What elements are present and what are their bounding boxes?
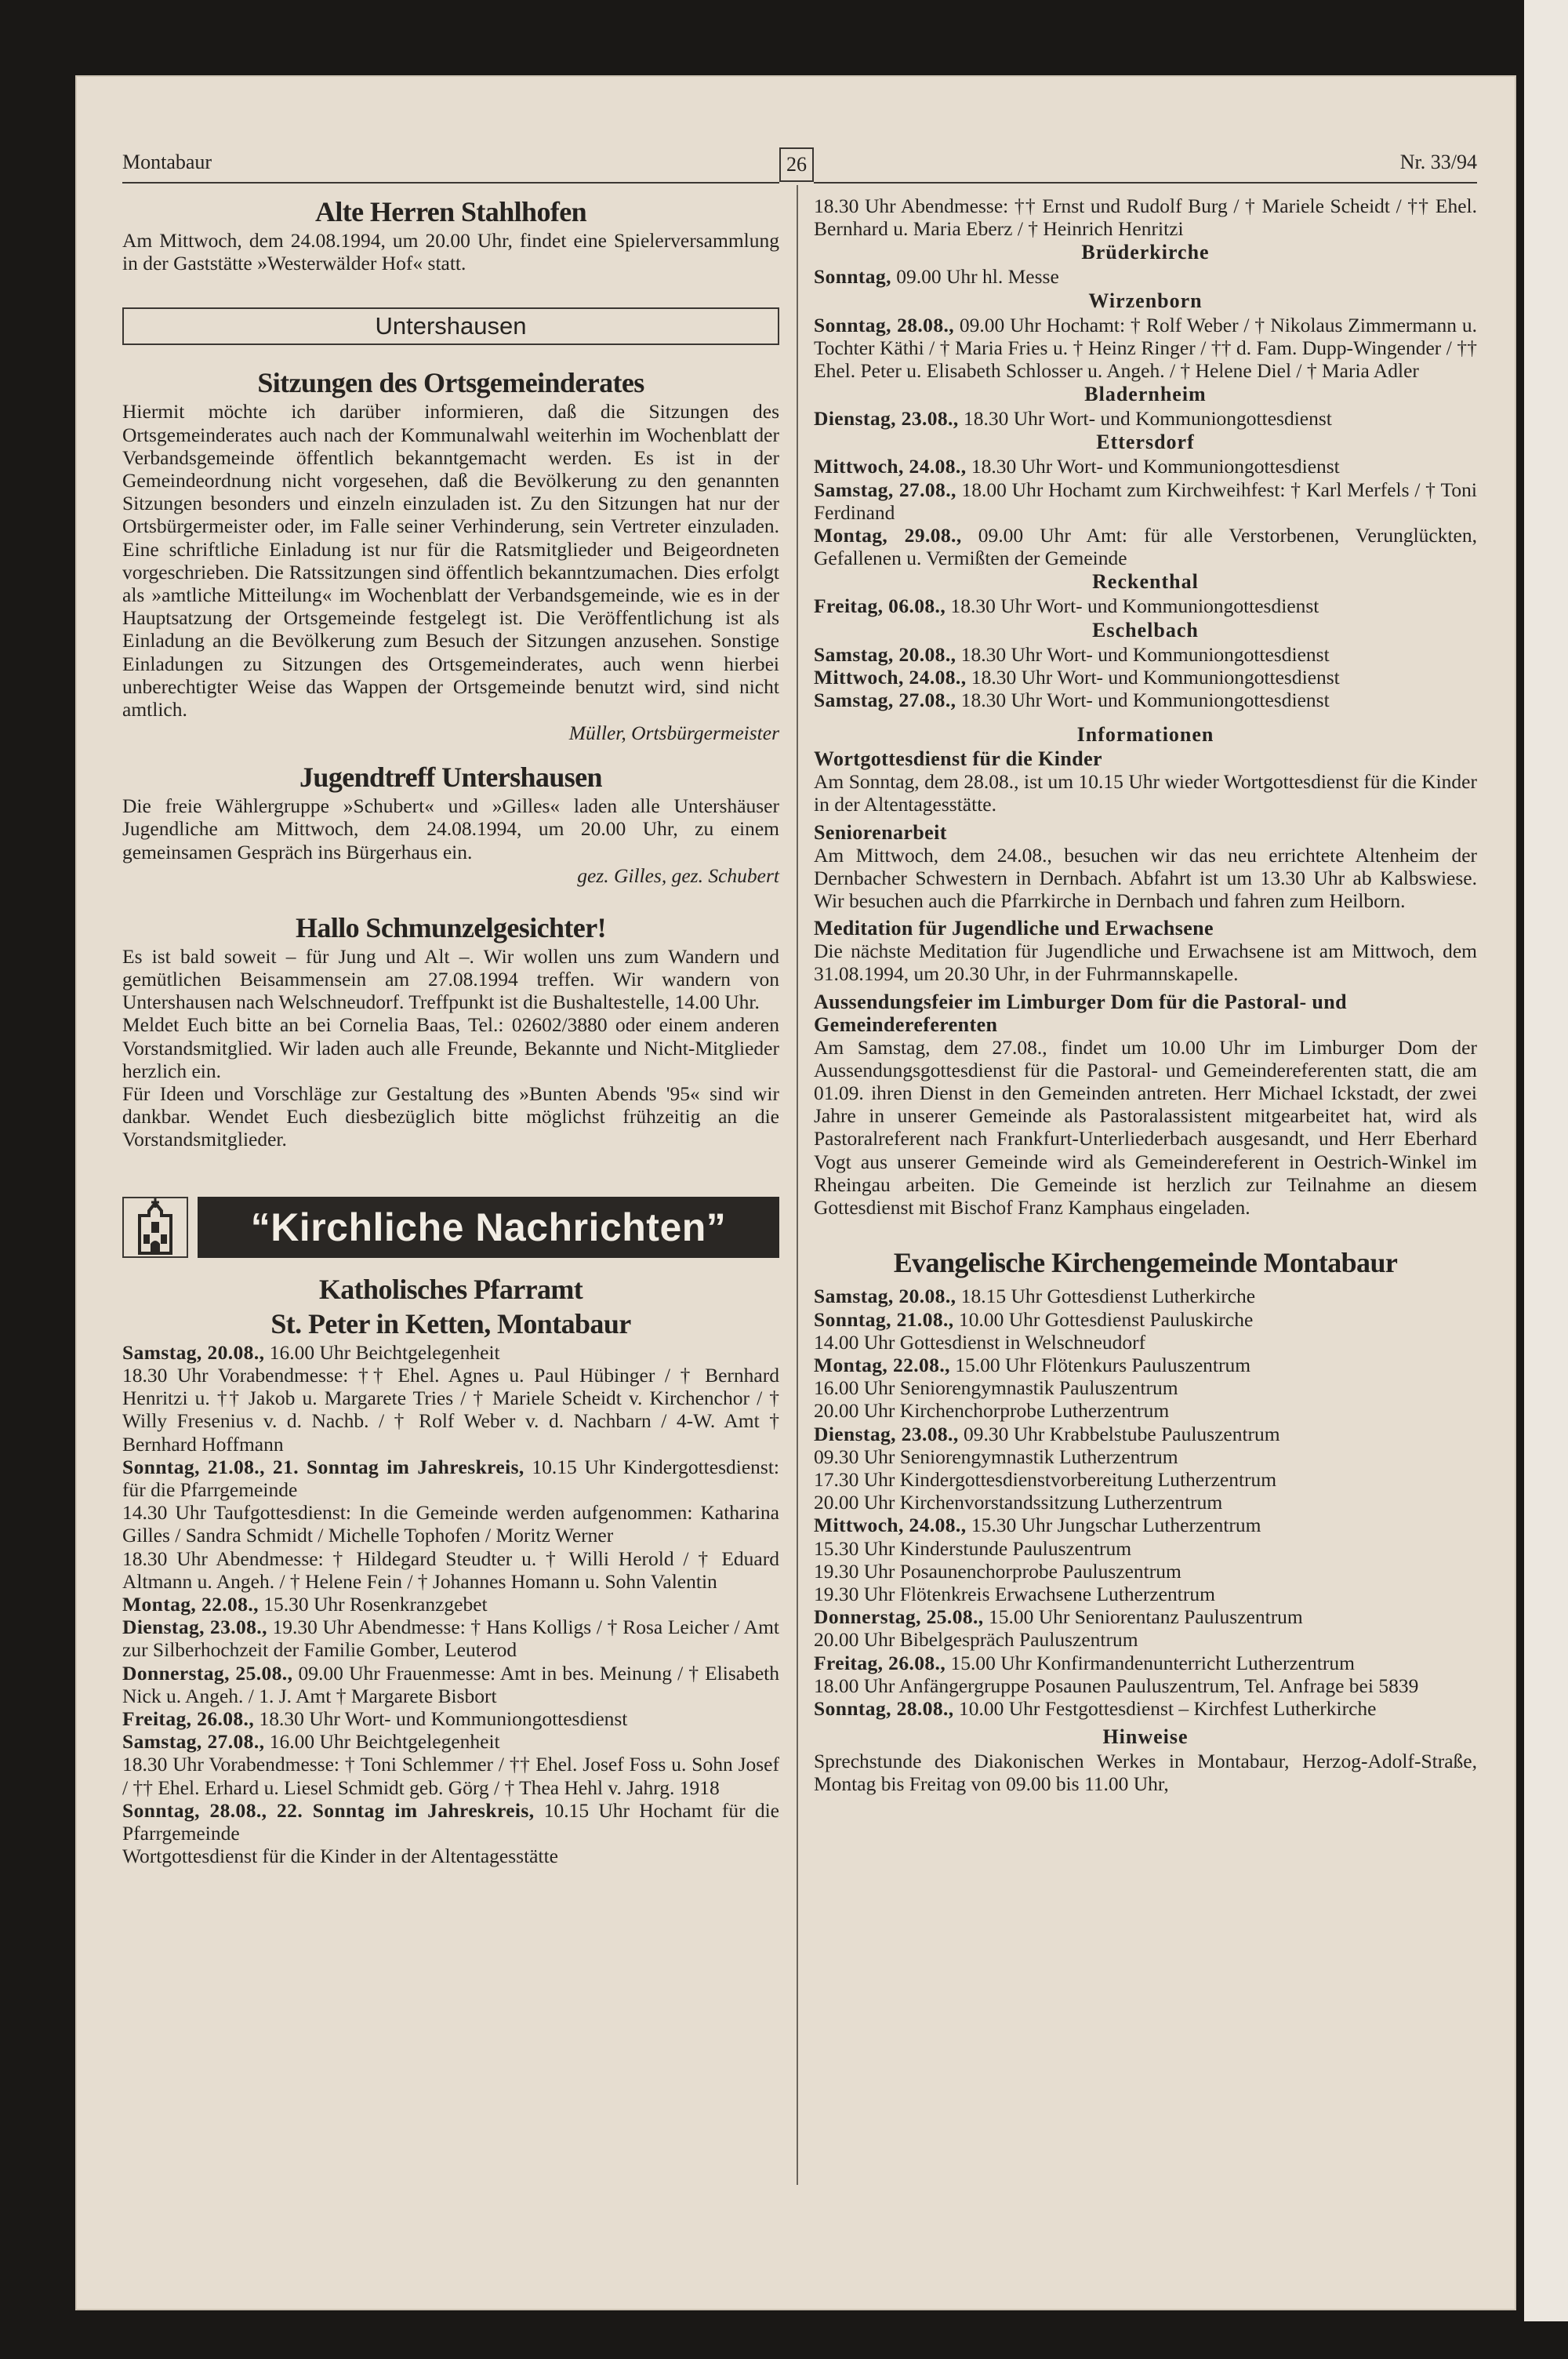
bruderkirche-heading: Brüderkirche (1081, 241, 1210, 264)
right-entry-7: 09.00 Uhr Amt: für alle Verstorbenen, Verunglückten, Gefallenen u. Vermißten der Gemeinde (814, 524, 1477, 570)
pfarr-entry-4: 14.30 Uhr Taufgottesdienst: In die Gemeinde werden aufgenommen: Katharina Gilles / Sandra Schmidt / Michelle Tophofen / Moritz Werner (122, 1501, 779, 1547)
ev-entry-19-date: Sonntag, 28.08., (814, 1696, 954, 1720)
ev-entry-7: 09.30 Uhr Krabbelstube Pauluszentrum (958, 1422, 1280, 1445)
info-2-text: Am Mittwoch, dem 24.08., besuchen wir das neu errichtete Altenheim der Dernbacher Schwestern in Dernbach. Abfahrt ist um 13.30 Uhr ab Kalbswiese. Wir besuchen auch die Pfarrkirche in Dernbach und fahren zum Heilborn. (814, 843, 1477, 913)
right-entry-3: 09.00 Uhr Hochamt: † Rolf Weber / † Nikolaus Zimmermann u. Tochter Käthi / † Maria Fries u. † Heinz Ringer / †† d. Fam. Dupp-Wingender / †† Ehel. Peter u. Elisabeth Schlosser u. Angeh. / † Helene Diel / † Maria Adler (814, 313, 1478, 383)
hinweise-heading: Hinweise (1102, 1725, 1189, 1749)
pfarr-entry-1-date: Samstag, 20.08., (122, 1340, 265, 1364)
right-entry-4-date: Dienstag, 23.08., (814, 407, 959, 431)
ev-entry-15: 15.00 Uhr Seniorentanz Pauluszentrum (983, 1605, 1303, 1629)
ev-entry-3: 14.00 Uhr Gottesdienst in Welschneudorf (814, 1330, 1146, 1354)
right-entry-7-date: Montag, 29.08., (814, 524, 962, 547)
ev-entry-13: 19.30 Uhr Posaunenchorprobe Pauluszentrum (814, 1559, 1181, 1583)
ev-entry-12: 15.30 Uhr Kinderstunde Pauluszentrum (814, 1536, 1132, 1560)
pfarr-entry-12-date: Sonntag, 28.08., 22. Sonntag im Jahreskreis, (122, 1798, 535, 1822)
wirzenborn-heading: Wirzenborn (1088, 289, 1203, 312)
background-strip (1524, 0, 1568, 2321)
page-number: 26 (779, 147, 814, 182)
pfarr-entry-7: 19.30 Uhr Abendmesse: † Hans Kolligs / † Rosa Leicher / Amt zur Silberhochzeit der Familie Gomber, Leuterod (122, 1616, 779, 1662)
pfarr-entry-3: 10.15 Uhr Kindergottesdienst: für die Pfarrgemeinde (122, 1455, 779, 1501)
alte-herren-title: Alte Herren Stahlhofen (314, 196, 587, 227)
pfarr-entry-7-date: Dienstag, 23.08., (122, 1616, 267, 1639)
ev-entry-11: 15.30 Uhr Jungschar Lutherzentrum (966, 1514, 1261, 1537)
pfarr-entry-3-date: Sonntag, 21.08., 21. Sonntag im Jahreskreis, (122, 1455, 524, 1478)
pfarramt-title-1: Katholisches Pfarramt (318, 1273, 583, 1305)
ev-entry-18: 18.00 Uhr Anfängergruppe Posaunen Pauluszentrum, Tel. Anfrage bei 5839 (814, 1674, 1419, 1697)
info-3-heading: Meditation für Jugendliche und Erwachsene (814, 917, 1214, 940)
pfarr-entry-12: 10.15 Uhr Hochamt für die Pfarrgemeinde (122, 1798, 779, 1845)
right-column (814, 194, 1477, 1796)
info-1-heading: Wortgottesdienst für die Kinder (814, 747, 1102, 771)
ev-entry-4: 15.00 Uhr Flötenkurs Pauluszentrum (949, 1353, 1251, 1376)
jugendtreff-signature: gez. Gilles, gez. Schubert (577, 863, 779, 887)
hallo-text-3: Für Ideen und Vorschläge zur Gestaltung des »Bunten Abends '95« sind wir dankbar. Wendet Euch diesbezüglich bitte möglichst frühzeitig an die Vorstandsmitglieder. (122, 1082, 779, 1151)
pfarr-entry-9: 18.30 Uhr Wort- und Kommuniongottesdienst (254, 1707, 628, 1730)
right-entry-5: 18.30 Uhr Wort- und Kommuniongottesdienst (966, 455, 1340, 478)
right-entry-9-date: Samstag, 20.08., (814, 642, 956, 666)
informationen-heading: Informationen (1076, 723, 1214, 747)
ev-entry-17: 15.00 Uhr Konfirmandenunterricht Lutherzentrum (946, 1651, 1355, 1674)
issue-number: Nr. 33/94 (1399, 151, 1477, 173)
pfarr-entry-10-date: Samstag, 27.08., (122, 1730, 265, 1754)
pfarr-entry-8-date: Donnerstag, 25.08., (122, 1661, 293, 1685)
ev-entry-6: 20.00 Uhr Kirchenchorprobe Lutherzentrum (814, 1399, 1170, 1423)
right-entry-2: 09.00 Uhr hl. Messe (891, 265, 1059, 289)
sitzungen-signature: Müller, Ortsbürgermeister (568, 722, 779, 745)
jugendtreff-text: Die freie Wählergruppe »Schubert« und »Gilles« laden alle Untershäuser Jugendliche am Mittwoch, dem 24.08.1994, um 20.00 Uhr, zu einem gemeinsamen Gespräch ins Bürgerhaus ein. (122, 794, 779, 863)
sitzungen-title: Sitzungen des Ortsgemeinderates (257, 367, 644, 399)
ev-entry-16: 20.00 Uhr Bibelgespräch Pauluszentrum (814, 1628, 1138, 1652)
ev-entry-7-date: Dienstag, 23.08., (814, 1422, 959, 1445)
right-entry-5-date: Mittwoch, 24.08., (814, 455, 967, 478)
banner-title: “Kirchliche Nachrichten” (198, 1197, 779, 1258)
ev-entry-4-date: Montag, 22.08., (814, 1353, 950, 1376)
info-4-text: Am Samstag, dem 27.08., findet um 10.00 Uhr im Limburger Dom der Aussendungsgottesdienst für die Pastoral- und Gemeindereferenten statt, die am 01.09. ihren Dienst in den Gemeinden antreten. Herr Michael Ickstadt, der zwei Jahre in unserer Gemeinde als Pastoralassistent mitgearbeitet hat, wird als Pastoralreferent nach Frankfurt-Unterliederbach ausgesandt, und Herr Eberhard Vogt aus unserer Gemeinde wird als Gemeindereferent in Oestrich-Winkel im Rheingau arbeiten. Die Gemeinde ist herzlich zur Teilnahme an diesem Gottesdienst mit Bischof Franz Kamphaus eingeladen. (814, 1035, 1477, 1219)
header-rule-right (814, 182, 1477, 184)
alte-herren-text: Am Mittwoch, dem 24.08.1994, um 20.00 Uhr, findet eine Spielerversammlung in der Gaststätte »Westerwälder Hof« statt. (122, 229, 779, 275)
pfarr-entry-6-date: Montag, 22.08., (122, 1592, 259, 1616)
ev-entry-2: 10.00 Uhr Gottesdienst Pauluskirche (953, 1307, 1254, 1331)
pfarr-entry-1: 16.00 Uhr Beichtgelegenheit (264, 1340, 500, 1364)
ev-entry-1: 18.15 Uhr Gottesdienst Lutherkirche (956, 1285, 1256, 1308)
right-entry-11-date: Samstag, 27.08., (814, 689, 956, 712)
info-1-text: Am Sonntag, dem 28.08., ist um 10.15 Uhr wieder Wortgottesdienst für die Kinder in der Altentagesstätte. (814, 770, 1477, 816)
pfarr-entry-11: 18.30 Uhr Vorabendmesse: † Toni Schlemmer / †† Ehel. Josef Foss u. Sohn Josef / †† Ehel. Erhard u. Liesel Schmidt geb. Görg / † Thea Hehl v. Jahrg. 1918 (122, 1753, 779, 1799)
pfarr-entry-9-date: Freitag, 26.08., (122, 1707, 255, 1730)
ev-entry-5: 16.00 Uhr Seniorengymnastik Pauluszentrum (814, 1376, 1178, 1400)
right-entry-2-date: Sonntag, (814, 265, 891, 289)
right-entry-4: 18.30 Uhr Wort- und Kommuniongottesdienst (958, 407, 1332, 431)
right-entry-10: 18.30 Uhr Wort- und Kommuniongottesdienst (966, 665, 1340, 689)
right-entry-8: 18.30 Uhr Wort- und Kommuniongottesdienst (946, 594, 1319, 618)
hallo-title: Hallo Schmunzelgesichter! (296, 911, 606, 943)
kirchliche-nachrichten-banner (122, 1197, 779, 1258)
right-entry-6: 18.00 Uhr Hochamt zum Kirchweihfest: † Karl Merfels / † Toni Ferdinand (814, 478, 1477, 524)
ettersdorf-heading: Ettersdorf (1096, 431, 1195, 454)
ev-entry-10: 20.00 Uhr Kirchenvorstandssitzung Lutherzentrum (814, 1491, 1223, 1514)
ev-entry-14: 19.30 Uhr Flötenkreis Erwachsene Lutherzentrum (814, 1582, 1215, 1605)
right-entry-1: 18.30 Uhr Abendmesse: †† Ernst und Rudolf Burg / † Mariele Scheidt / †† Ehel. Bernhard u. Maria Eberz / † Heinrich Henritzi (814, 194, 1477, 241)
pfarr-entry-13: Wortgottesdienst für die Kinder in der Altentagesstätte (122, 1845, 558, 1868)
ev-entry-17-date: Freitag, 26.08., (814, 1651, 946, 1674)
eschelbach-heading: Eschelbach (1092, 618, 1199, 642)
info-2-heading: Seniorenarbeit (814, 820, 947, 844)
pfarr-entry-5: 18.30 Uhr Abendmesse: † Hildegard Steudter u. † Willi Herold / † Eduard Altmann u. Angeh. / † Helene Fein / † Johannes Homann u. Sohn Valentin (122, 1547, 779, 1593)
reckenthal-heading: Reckenthal (1092, 570, 1199, 594)
ev-entry-15-date: Donnerstag, 25.08., (814, 1605, 984, 1629)
pfarramt-title-2: St. Peter in Ketten, Montabaur (270, 1307, 631, 1339)
left-column (122, 194, 779, 1867)
ev-entry-8: 09.30 Uhr Seniorengymnastik Lutherzentrum (814, 1445, 1178, 1468)
evangelische-title: Evangelische Kirchengemeinde Montabaur (893, 1247, 1398, 1279)
column-divider (797, 185, 798, 2185)
church-icon (122, 1197, 188, 1258)
right-entry-10-date: Mittwoch, 24.08., (814, 665, 967, 689)
pfarr-entry-2: 18.30 Uhr Vorabendmesse: †† Ehel. Agnes u. Paul Hübinger / † Bernhard Henritzi u. †† Jakob u. Margarete Tries / † Mariele Scheidt v. Kirchenchor / † Willy Fresenius v. d. Nachb. / † Rolf Weber v. d. Nachbarn / 4-W. Amt † Bernhard Hoffmann (122, 1363, 779, 1456)
header-town: Montabaur (122, 151, 212, 173)
ev-entry-2-date: Sonntag, 21.08., (814, 1307, 954, 1331)
right-entry-11: 18.30 Uhr Wort- und Kommuniongottesdienst (956, 689, 1330, 712)
right-entry-6-date: Samstag, 27.08., (814, 478, 956, 501)
pfarr-entry-6: 15.30 Uhr Rosenkranzgebet (258, 1592, 488, 1616)
info-3-text: Die nächste Meditation für Jugendliche und Erwachsene ist am Mittwoch, dem 31.08.1994, um 20.30 Uhr, in der Fuhrmannskapelle. (814, 940, 1477, 986)
pfarr-entry-10: 16.00 Uhr Beichtgelegenheit (264, 1730, 500, 1754)
hallo-text-1: Es ist bald soweit – für Jung und Alt –. Wir wollen uns zum Wandern und gemütlichen Beisammensein am 27.08.1994 treffen. Wir wandern von Untershausen nach Welschneudorf. Treffpunkt ist die Bushaltestelle, 14.00 Uhr. (122, 944, 779, 1014)
ev-entry-1-date: Samstag, 20.08., (814, 1285, 956, 1308)
hinweise-text: Sprechstunde des Diakonischen Werkes in Montabaur, Herzog-Adolf-Straße, Montag bis Freitag von 09.00 bis 11.00 Uhr, (814, 1750, 1477, 1796)
bladernheim-heading: Bladernheim (1084, 383, 1207, 406)
info-4-heading: Aussendungsfeier im Limburger Dom für die Pastoral- und Gemeindereferenten (814, 990, 1347, 1036)
hallo-text-2: Meldet Euch bitte an bei Cornelia Baas, Tel.: 02602/3880 oder einem anderen Vorstandsmitglied. Wir laden auch alle Freunde, Bekannte und Nicht-Mitglieder herzlich ein. (122, 1013, 779, 1082)
ev-entry-11-date: Mittwoch, 24.08., (814, 1514, 967, 1537)
right-entry-3-date: Sonntag, 28.08., (814, 313, 955, 336)
ev-entry-19: 10.00 Uhr Festgottesdienst – Kirchfest Lutherkirche (953, 1696, 1377, 1720)
jugendtreff-title: Jugendtreff Untershausen (299, 761, 602, 794)
pfarr-entry-8: 09.00 Uhr Frauenmesse: Amt in bes. Meinung / † Elisabeth Nick u. Angeh. / 1. J. Amt † Margarete Bisbort (122, 1661, 779, 1707)
right-entry-9: 18.30 Uhr Wort- und Kommuniongottesdienst (956, 642, 1330, 666)
untershausen-box: Untershausen (122, 307, 779, 345)
ev-entry-9: 17.30 Uhr Kindergottesdienstvorbereitung Lutherzentrum (814, 1467, 1277, 1491)
header-rule-left (122, 182, 779, 184)
sitzungen-text: Hiermit möchte ich darüber informieren, daß die Sitzungen des Ortsgemeinderates auch nach der Kommunalwahl weiterhin im Wochenblatt der Verbandsgemeinde öffentlich bekanntgemacht werden. Es ist in der Gemeindeordnung nicht vorgesehen, daß die Bevölkerung zu den genannten Sitzungen besonders und einzeln einzuladen ist. Zu den Sitzungen hat nur der Ortsbürgermeister oder, im Falle seiner Verhinderung, sein Vertreter einzuladen. Eine schriftliche Einladung ist nur für die Ratsmitglieder und Beigeordneten vorgeschrieben. Die Ratssitzungen sind öffentlich bekanntzumachen. Dies erfolgt als »amtliche Mitteilung« im Wochenblatt der Verbandsgemeinde, wie es in der Hauptsatzung der Ortsgemeinde festgelegt ist. Die Veröffentlichung ist als Einladung an die Bevölkerung zum Besuch der Sitzungen anzusehen. Sonstige Einladungen zu Sitzungen des Ortsgemeinderates, auch wenn hierbei unberechtigter Weise das Wappen der Ortsgemeinde benutzt wird, sind nicht amtlich. (122, 400, 779, 722)
right-entry-8-date: Freitag, 06.08., (814, 594, 946, 618)
